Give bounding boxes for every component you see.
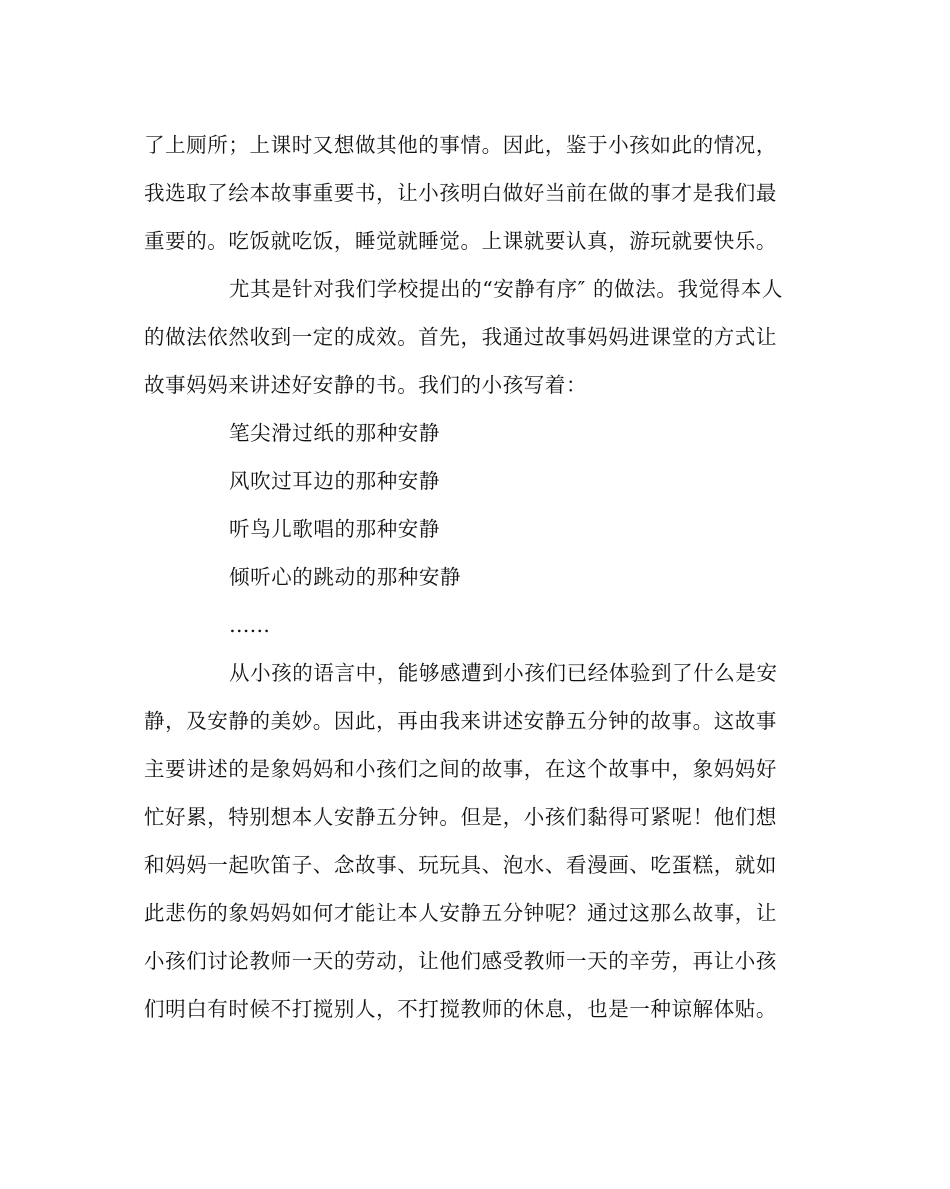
text-line: 重要的。吃饭就吃饭，睡觉就睡觉。上课就要认真，游玩就要快乐。 <box>144 229 777 253</box>
text-line: 们明白有时候不打搅别人，不打搅教师的休息，也是一种谅解体贴。 <box>144 997 777 1021</box>
poem-ellipsis: …… <box>229 613 270 637</box>
poem-line: 风吹过耳边的那种安静 <box>229 469 440 493</box>
poem-line: 倾听心的跳动的那种安静 <box>229 565 462 589</box>
paragraph-first-line: 尤其是针对我们学校提出的“安静有序″ 的做法。我觉得本人 <box>229 277 783 301</box>
text-line: 了上厕所；上课时又想做其他的事情。因此，鉴于小孩如此的情况， <box>144 133 777 157</box>
text-line: 静，及安静的美妙。因此，再由我来讲述安静五分钟的故事。这故事 <box>144 709 777 733</box>
text-line: 我选取了绘本故事重要书，让小孩明白做好当前在做的事才是我们最 <box>144 181 777 205</box>
text-line: 忙好累，特别想本人安静五分钟。但是，小孩们黏得可紧呢！他们想 <box>144 805 777 829</box>
text-line: 的做法依然收到一定的成效。首先，我通过故事妈妈进课堂的方式让 <box>144 325 777 349</box>
poem-line: 笔尖滑过纸的那种安静 <box>229 421 440 445</box>
text-line: 主要讲述的是象妈妈和小孩们之间的故事，在这个故事中，象妈妈好 <box>144 757 777 781</box>
text-line: 小孩们讨论教师一天的劳动，让他们感受教师一天的辛劳，再让小孩 <box>144 949 777 973</box>
poem-line: 听鸟儿歌唱的那种安静 <box>229 517 440 541</box>
text-line: 和妈妈一起吹笛子、念故事、玩玩具、泡水、看漫画、吃蛋糕，就如 <box>144 853 777 877</box>
text-line: 此悲伤的象妈妈如何才能让本人安静五分钟呢？通过这那么故事，让 <box>144 901 777 925</box>
text-line: 故事妈妈来讲述好安静的书。我们的小孩写着： <box>144 373 588 397</box>
paragraph-first-line: 从小孩的语言中，能够感遭到小孩们已经体验到了什么是安 <box>229 661 778 685</box>
